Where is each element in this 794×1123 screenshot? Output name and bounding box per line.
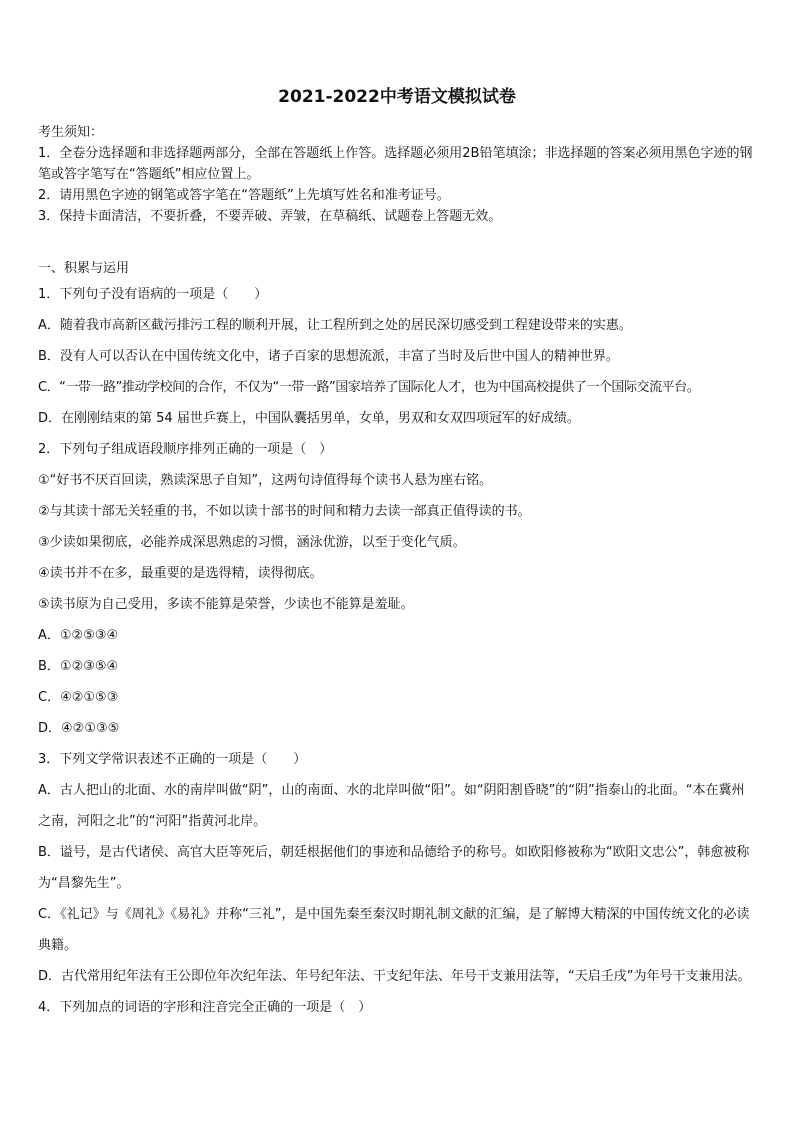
question-option: A．古人把山的北面、水的南岸叫做“阴”，山的南面、水的北岸叫做“阳”。如“阴阳割昏晓”的“阴”指泰山的北面。“本在冀州之南，河阳之北”的“河阳”指黄河北岸。 — [38, 783, 745, 829]
question-stem: 3．下列文学常识表述不正确的一项是（ ） — [38, 752, 307, 767]
question-option: B．没有人可以否认在中国传统文化中，诸子百家的思想流派，丰富了当时及后世中国人的精神世界。 — [38, 349, 619, 364]
question-stem: 4．下列加点的词语的字形和注音完全正确的一项是（ ） — [38, 1000, 372, 1015]
question-sentence: ①“好书不厌百回读，熟读深思子自知”，这两句诗值得每个读书人悬为座右铭。 — [38, 473, 493, 488]
question-sentence: ②与其读十部无关轻重的书，不如以读十部书的时间和精力去读一部真正值得读的书。 — [38, 504, 531, 519]
question-option: A．①②⑤③④ — [38, 628, 119, 643]
question-4 — [38, 992, 756, 1023]
candidate-notice — [38, 122, 756, 227]
question-option: C．《礼记》与《周礼》《易礼》并称“三礼”，是中国先秦至秦汉时期礼制文献的汇编，是了解博大精深的中国传统文化的必读典籍。 — [38, 907, 750, 953]
question-option: D．在刚刚结束的第 54 届世乒赛上，中国队囊括男单，女单，男双和女双四项冠军的好成绩。 — [38, 411, 580, 426]
notice-heading: 考生须知： — [38, 125, 104, 140]
question-sentence: ⑤读书原为自己受用，多读不能算是荣誉，少读也不能算是羞耻。 — [38, 597, 414, 612]
question-option: B．①②③⑤④ — [38, 659, 119, 674]
question-option: C．④②①⑤③ — [38, 690, 119, 705]
question-option: D．古代常用纪年法有王公即位年次纪年法、年号纪年法、干支纪年法、年号干支兼用法等，“天启壬戌”为年号干支兼用法。 — [38, 969, 751, 984]
question-2 — [38, 434, 756, 744]
question-option: D．④②①③⑤ — [38, 721, 120, 736]
question-stem: 2．下列句子组成语段顺序排列正确的一项是（ ） — [38, 442, 333, 457]
section-heading: 一、积累与运用 — [38, 261, 130, 276]
notice-item-2: 2．请用黑色字迹的钢笔或答字笔在“答题纸”上先填写姓名和准考证号。 — [38, 188, 450, 203]
notice-item-3: 3．保持卡面清洁，不要折叠，不要弄破、弄皱，在草稿纸、试题卷上答题无效。 — [38, 209, 502, 224]
question-option: C．“一带一路”推动学校间的合作，不仅为“一带一路”国家培养了国际化人才，也为中国高校提供了一个国际交流平台。 — [38, 380, 700, 395]
question-sentence: ③少读如果彻底，必能养成深思熟虑的习惯，涵泳优游，以至于变化气质。 — [38, 535, 466, 550]
question-sentence: ④读书并不在多，最重要的是选得精，读得彻底。 — [38, 566, 323, 581]
question-stem: 1．下列句子没有语病的一项是（ ） — [38, 287, 268, 302]
notice-item-1: 1．全卷分选择题和非选择题两部分，全部在答题纸上作答。选择题必须用2B铅笔填涂；非选择题的答案必须用黑色字迹的钢笔或答字笔写在“答题纸”相应位置上。 — [38, 146, 753, 182]
exam-title: 2021-2022中考语文模拟试卷 — [278, 87, 516, 107]
question-option: A．随着我市高新区截污排污工程的顺利开展，让工程所到之处的居民深切感受到工程建设带来的实惠。 — [38, 318, 632, 333]
question-3 — [38, 744, 756, 992]
question-1 — [38, 279, 756, 434]
question-option: B．谥号，是古代诸侯、高官大臣等死后，朝廷根据他们的事迹和品德给予的称号。如欧阳修被称为“欧阳文忠公”，韩愈被称为“昌黎先生”。 — [38, 845, 750, 891]
